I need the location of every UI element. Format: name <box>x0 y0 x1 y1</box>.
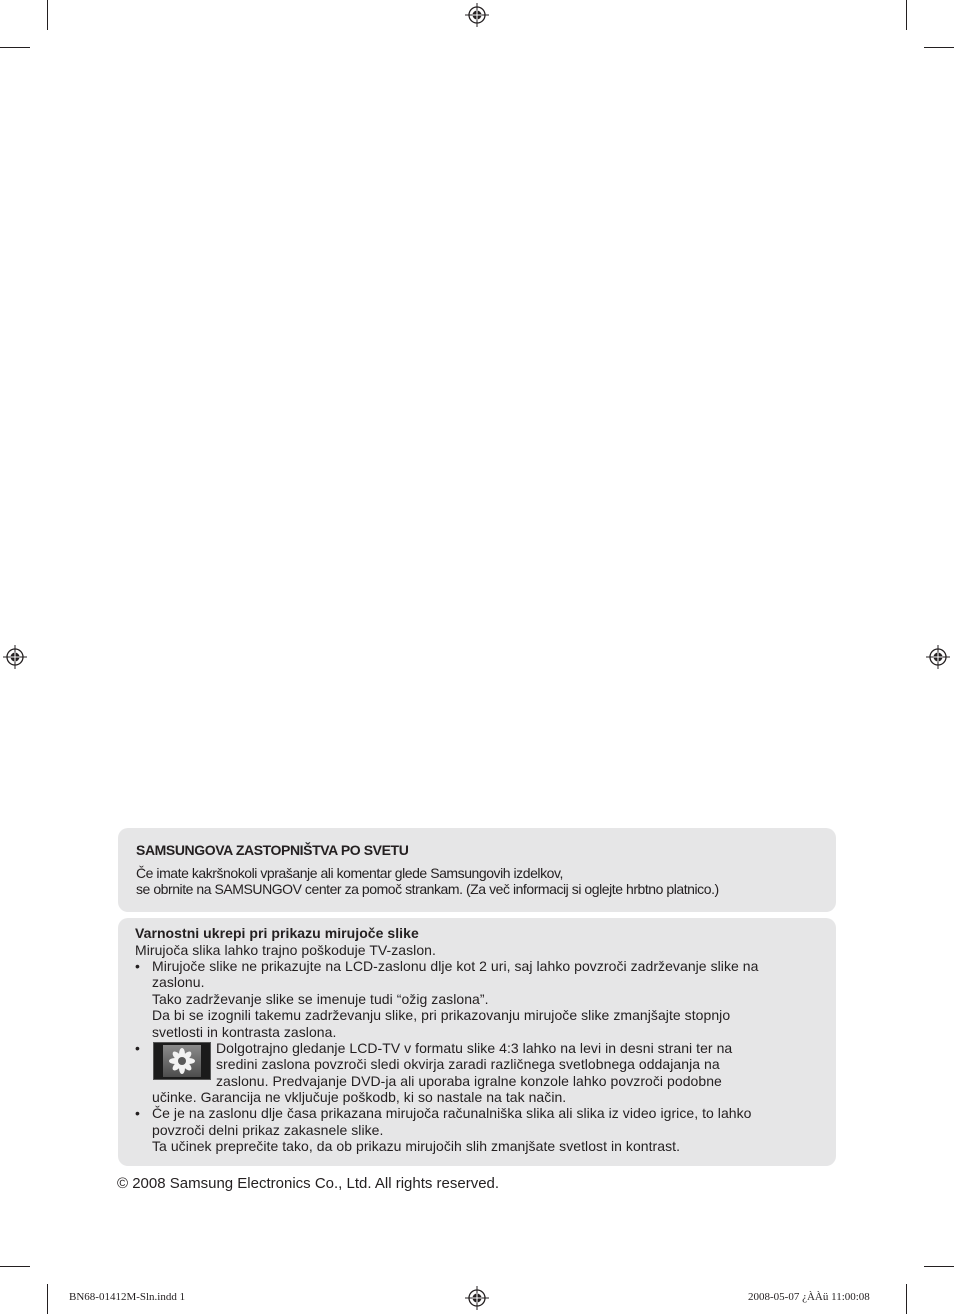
crop-mark <box>906 0 907 30</box>
registration-mark-icon <box>2 644 28 670</box>
bullet-text: učinke. Garancija ne vključuje poškodb, ki so nastale na tak način. <box>152 1089 567 1105</box>
registration-mark-icon <box>464 2 490 28</box>
bullet-text: svetlosti in kontrasta zaslona. <box>152 1024 337 1040</box>
bullet-text: povzroči delni prikaz zakasnele slike. <box>152 1122 384 1138</box>
bullet-text: Da bi se izognili takemu zadrževanju slike, pri prikazovanju mirujoče slike zmanjšajte stopnjo <box>152 1007 731 1023</box>
bullet-symbol: • <box>135 958 140 974</box>
bullet-text: Tako zadrževanje slike se imenuje tudi “ožig zaslona”. <box>152 991 489 1007</box>
crop-mark <box>924 1266 954 1267</box>
crop-mark <box>0 1266 30 1267</box>
crop-mark <box>906 1284 907 1314</box>
service-centers-notice <box>118 828 836 912</box>
crop-mark <box>47 1284 48 1314</box>
notice-title: SAMSUNGOVA ZASTOPNIŠTVA PO SVETU <box>136 842 409 858</box>
bullet-text: Dolgotrajno gledanje LCD-TV v formatu slike 4:3 lahko na levi in desni strani ter na <box>216 1040 733 1056</box>
bullet-text: Ta učinek preprečite tako, da ob prikazu mirujočih slih zmanjšate svetlost in kontrast. <box>152 1138 681 1154</box>
bullet-text: zaslonu. <box>152 974 205 990</box>
bullet-text: sredini zaslona povzroči sledi okvirja zaradi različnega svetlobnega oddajanja na <box>216 1056 720 1072</box>
copyright-text: © 2008 Samsung Electronics Co., Ltd. All rights reserved. <box>117 1175 500 1192</box>
footer-timestamp: 2008-05-07 ¿ÀÀü 11:00:08 <box>748 1291 870 1303</box>
registration-mark-icon <box>464 1285 490 1311</box>
bullet-text: Če je na zaslonu dlje časa prikazana mirujoča računalniška slika ali slika iz video igrice, to lahko <box>152 1105 752 1121</box>
crop-mark <box>0 47 30 48</box>
bullet-text: Mirujoče slike ne prikazujte na LCD-zaslonu dlje kot 2 uri, saj lahko povzroči zadrževanje slike na <box>152 958 759 974</box>
crop-mark <box>924 47 954 48</box>
tv-flower-thumbnail-icon <box>153 1042 211 1080</box>
still-image-warning <box>118 918 836 1166</box>
warning-title: Varnostni ukrepi pri prikazu mirujoče slike <box>135 925 419 941</box>
bullet-symbol: • <box>135 1040 140 1056</box>
registration-mark-icon <box>925 644 951 670</box>
crop-mark <box>47 0 48 30</box>
warning-intro: Mirujoča slika lahko trajno poškoduje TV-zaslon. <box>135 942 436 958</box>
bullet-text: zaslonu. Predvajanje DVD-ja ali uporaba igralne konzole lahko povzroči podobne <box>216 1073 722 1089</box>
notice-line: Če imate kakršnokoli vprašanje ali komentar glede Samsungovih izdelkov, <box>136 865 563 881</box>
notice-line: se obrnite na SAMSUNGOV center za pomoč strankam. (Za več informacij si oglejte hrbtno platnico.) <box>136 881 719 897</box>
footer-filename: BN68-01412M-Sln.indd 1 <box>69 1291 186 1303</box>
bullet-symbol: • <box>135 1105 140 1121</box>
